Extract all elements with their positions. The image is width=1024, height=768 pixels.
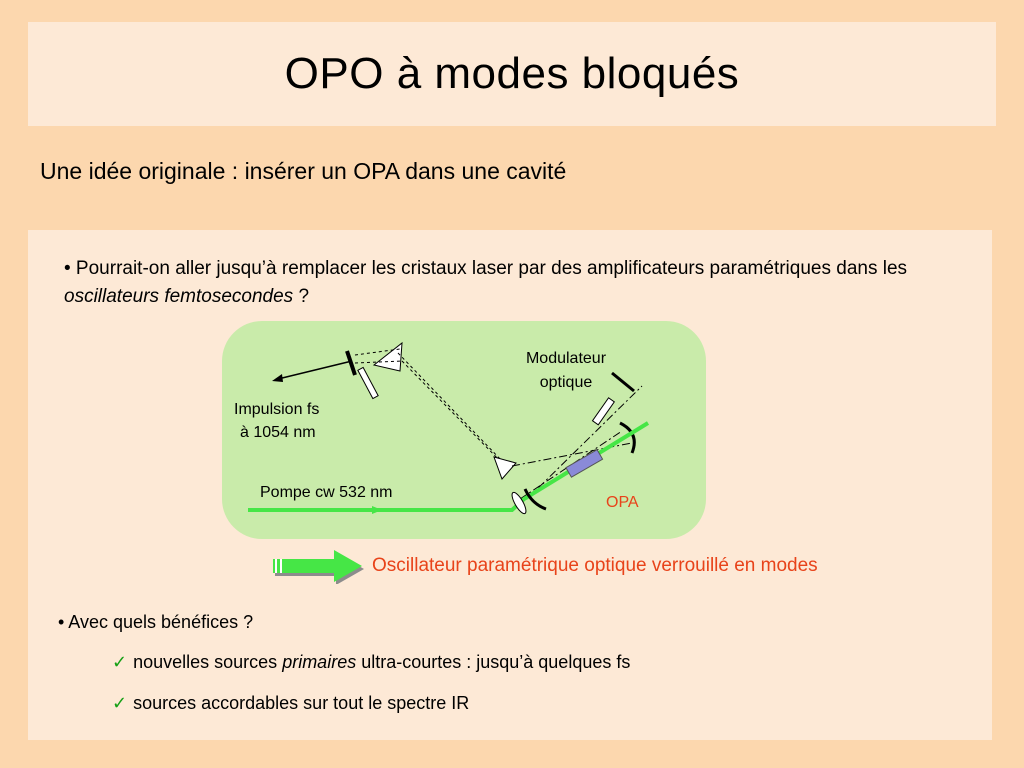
opo-setup-diagram: [222, 321, 706, 539]
title-banner: [28, 22, 996, 126]
modulator-label-line1: Modulateur: [525, 350, 607, 367]
benefit-item-2: [112, 693, 469, 714]
bullet-question-emphasis: oscillateurs femtosecondes: [64, 286, 294, 307]
slide-subtitle: Une idée originale : insérer un OPA dans une cavité: [40, 158, 567, 184]
benefit-1-suffix: ultra-courtes : jusqu’à quelques fs: [356, 652, 631, 672]
bullet-benefits: • Avec quels bénéfices ?: [58, 612, 254, 632]
benefit-1-emphasis: primaires: [282, 652, 357, 672]
bullet-question-suffix: ?: [293, 286, 310, 307]
modulator-label-line2: optique: [539, 374, 593, 391]
benefit-1-text: nouvelles sources: [133, 652, 283, 672]
benefit-item-1: [112, 652, 630, 673]
bullet-question: [64, 255, 964, 311]
benefit-2-text: sources accordables sur tout le spectre IR: [133, 693, 470, 713]
conclusion-arrow-icon: [268, 548, 368, 584]
pulse-label-line2: à 1054 nm: [240, 424, 316, 441]
conclusion-text: Oscillateur paramétrique optique verrouillé en modes: [372, 555, 818, 576]
slide-title: OPO à modes bloqués: [284, 49, 740, 98]
pulse-label-line1: Impulsion fs: [234, 401, 320, 418]
check-icon: ✓: [112, 652, 128, 672]
check-icon: ✓: [112, 693, 128, 713]
bullet-question-text: • Pourrait-on aller jusqu’à remplacer les cristaux laser par des amplificateurs paramétriques dans les: [64, 258, 908, 279]
opa-label: OPA: [606, 494, 639, 511]
pump-label: Pompe cw 532 nm: [260, 484, 393, 501]
